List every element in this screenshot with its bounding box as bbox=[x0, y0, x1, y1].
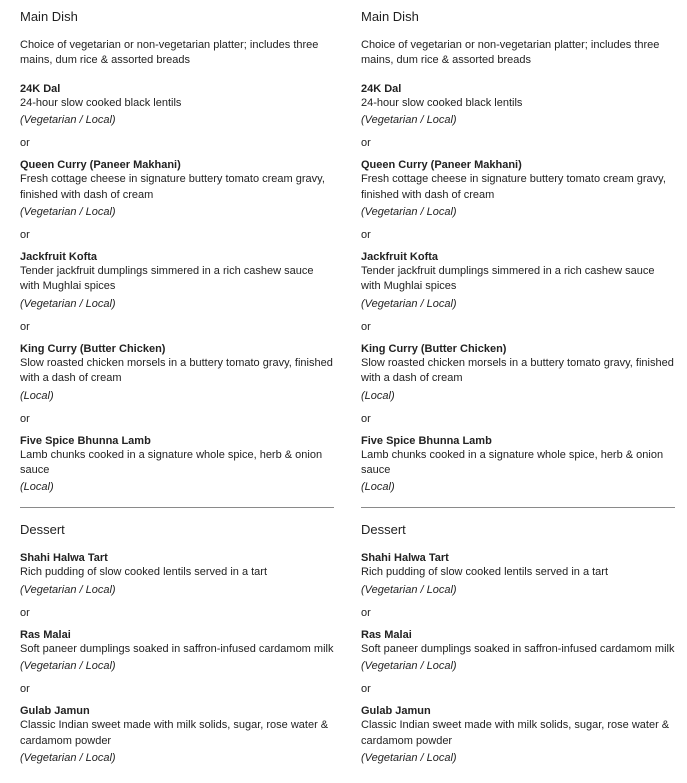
item-tag: (Vegetarian / Local) bbox=[361, 206, 457, 219]
menu-column-left bbox=[0, 0, 341, 765]
dessert-section bbox=[361, 521, 675, 765]
menu-item-gulab-jamun bbox=[20, 704, 334, 765]
menu-item-jackfruit-kofta bbox=[20, 250, 334, 311]
menu-item-shahi-halwa-tart bbox=[361, 551, 675, 596]
menu-item-king-curry bbox=[20, 342, 334, 403]
menu-item-ras-malai bbox=[20, 628, 334, 673]
item-name: Gulab Jamun bbox=[361, 705, 431, 718]
item-description: Classic Indian sweet made with milk solids, sugar, rose water & cardamom powder bbox=[361, 719, 670, 747]
menu-item-shahi-halwa-tart bbox=[20, 551, 334, 596]
item-name: 24K Dal bbox=[361, 82, 402, 95]
menu-item-ras-malai bbox=[361, 628, 675, 673]
item-tag: (Vegetarian / Local) bbox=[361, 583, 457, 596]
dessert-title: Dessert bbox=[361, 522, 406, 538]
section-divider-wrap bbox=[20, 507, 334, 508]
main-dish-title: Main Dish bbox=[361, 9, 419, 24]
item-tag: (Vegetarian / Local) bbox=[20, 660, 116, 673]
item-name: King Curry (Butter Chicken) bbox=[20, 342, 166, 355]
menu-item-jackfruit-kofta bbox=[361, 250, 675, 311]
or-separator: or bbox=[361, 137, 371, 150]
item-name: Ras Malai bbox=[20, 628, 71, 641]
item-tag: (Vegetarian / Local) bbox=[20, 297, 116, 310]
or-separator: or bbox=[361, 683, 371, 696]
item-description: Fresh cottage cheese in signature buttery tomato cream gravy, finished with dash of cream bbox=[361, 173, 666, 201]
section-divider-wrap bbox=[361, 507, 675, 508]
dessert-section bbox=[20, 521, 334, 765]
section-divider bbox=[361, 507, 675, 508]
item-description: Rich pudding of slow cooked lentils served in a tart bbox=[361, 566, 609, 579]
item-description: Lamb chunks cooked in a signature whole spice, herb & onion sauce bbox=[361, 448, 664, 477]
main-dish-description: Choice of vegetarian or non-vegetarian platter; includes three mains, dum rice & assorted breads bbox=[20, 39, 319, 67]
main-dish-description: Choice of vegetarian or non-vegetarian platter; includes three mains, dum rice & assorted breads bbox=[361, 39, 660, 67]
menu-item-five-spice-lamb bbox=[361, 434, 675, 495]
or-separator: or bbox=[20, 320, 30, 333]
item-description: 24-hour slow cooked black lentils bbox=[20, 96, 182, 109]
item-name: Shahi Halwa Tart bbox=[361, 552, 449, 565]
dessert-title: Dessert bbox=[20, 522, 65, 538]
or-separator: or bbox=[20, 137, 30, 150]
item-name: Gulab Jamun bbox=[20, 705, 90, 718]
main-dish-section bbox=[20, 8, 334, 494]
item-description: Soft paneer dumplings soaked in saffron-infused cardamom milk bbox=[361, 642, 675, 655]
item-description: Fresh cottage cheese in signature buttery tomato cream gravy, finished with dash of cream bbox=[20, 173, 325, 201]
item-tag: (Local) bbox=[20, 481, 54, 494]
item-tag: (Local) bbox=[361, 481, 395, 494]
item-description: 24-hour slow cooked black lentils bbox=[361, 96, 523, 109]
item-description: Tender jackfruit dumplings simmered in a rich cashew sauce with Mughlai spices bbox=[361, 265, 655, 293]
item-name: Five Spice Bhunna Lamb bbox=[20, 434, 151, 447]
or-separator: or bbox=[361, 412, 371, 425]
or-separator: or bbox=[361, 606, 371, 619]
item-tag: (Vegetarian / Local) bbox=[361, 660, 457, 673]
item-description: Soft paneer dumplings soaked in saffron-infused cardamom milk bbox=[20, 642, 334, 655]
item-name: Jackfruit Kofta bbox=[361, 251, 439, 264]
section-divider bbox=[20, 507, 334, 508]
menu-item-gulab-jamun bbox=[361, 704, 675, 765]
or-separator: or bbox=[361, 229, 371, 242]
or-separator: or bbox=[361, 320, 371, 333]
item-name: Shahi Halwa Tart bbox=[20, 552, 108, 565]
menu-item-24k-dal bbox=[361, 82, 675, 127]
item-tag: (Vegetarian / Local) bbox=[20, 583, 116, 596]
item-description: Slow roasted chicken morsels in a buttery tomato gravy, finished with a dash of cream bbox=[361, 356, 674, 385]
menu-item-king-curry bbox=[361, 342, 675, 403]
or-separator: or bbox=[20, 606, 30, 619]
item-name: Ras Malai bbox=[361, 628, 412, 641]
item-description: Classic Indian sweet made with milk solids, sugar, rose water & cardamom powder bbox=[20, 719, 329, 747]
item-description: Rich pudding of slow cooked lentils served in a tart bbox=[20, 566, 268, 579]
item-description: Tender jackfruit dumplings simmered in a rich cashew sauce with Mughlai spices bbox=[20, 265, 314, 293]
or-separator: or bbox=[20, 229, 30, 242]
item-name: 24K Dal bbox=[20, 82, 61, 95]
menu-item-queen-curry bbox=[20, 158, 334, 219]
menu-item-24k-dal bbox=[20, 82, 334, 127]
item-tag: (Vegetarian / Local) bbox=[361, 114, 457, 127]
main-dish-section bbox=[361, 8, 675, 494]
item-name: Queen Curry (Paneer Makhani) bbox=[20, 159, 181, 172]
menu-item-queen-curry bbox=[361, 158, 675, 219]
item-tag: (Vegetarian / Local) bbox=[361, 297, 457, 310]
main-dish-title: Main Dish bbox=[20, 9, 78, 24]
or-separator: or bbox=[20, 683, 30, 696]
menu-column-right bbox=[341, 0, 687, 765]
item-name: Five Spice Bhunna Lamb bbox=[361, 434, 492, 447]
item-tag: (Local) bbox=[361, 389, 395, 402]
item-name: Jackfruit Kofta bbox=[20, 251, 98, 264]
item-tag: (Vegetarian / Local) bbox=[20, 752, 116, 765]
or-separator: or bbox=[20, 412, 30, 425]
item-tag: (Vegetarian / Local) bbox=[20, 206, 116, 219]
menu-item-five-spice-lamb bbox=[20, 434, 334, 495]
item-name: Queen Curry (Paneer Makhani) bbox=[361, 159, 522, 172]
item-tag: (Local) bbox=[20, 389, 54, 402]
item-description: Slow roasted chicken morsels in a buttery tomato gravy, finished with a dash of cream bbox=[20, 356, 333, 385]
item-description: Lamb chunks cooked in a signature whole spice, herb & onion sauce bbox=[20, 448, 323, 477]
item-tag: (Vegetarian / Local) bbox=[361, 752, 457, 765]
item-name: King Curry (Butter Chicken) bbox=[361, 342, 507, 355]
item-tag: (Vegetarian / Local) bbox=[20, 114, 116, 127]
